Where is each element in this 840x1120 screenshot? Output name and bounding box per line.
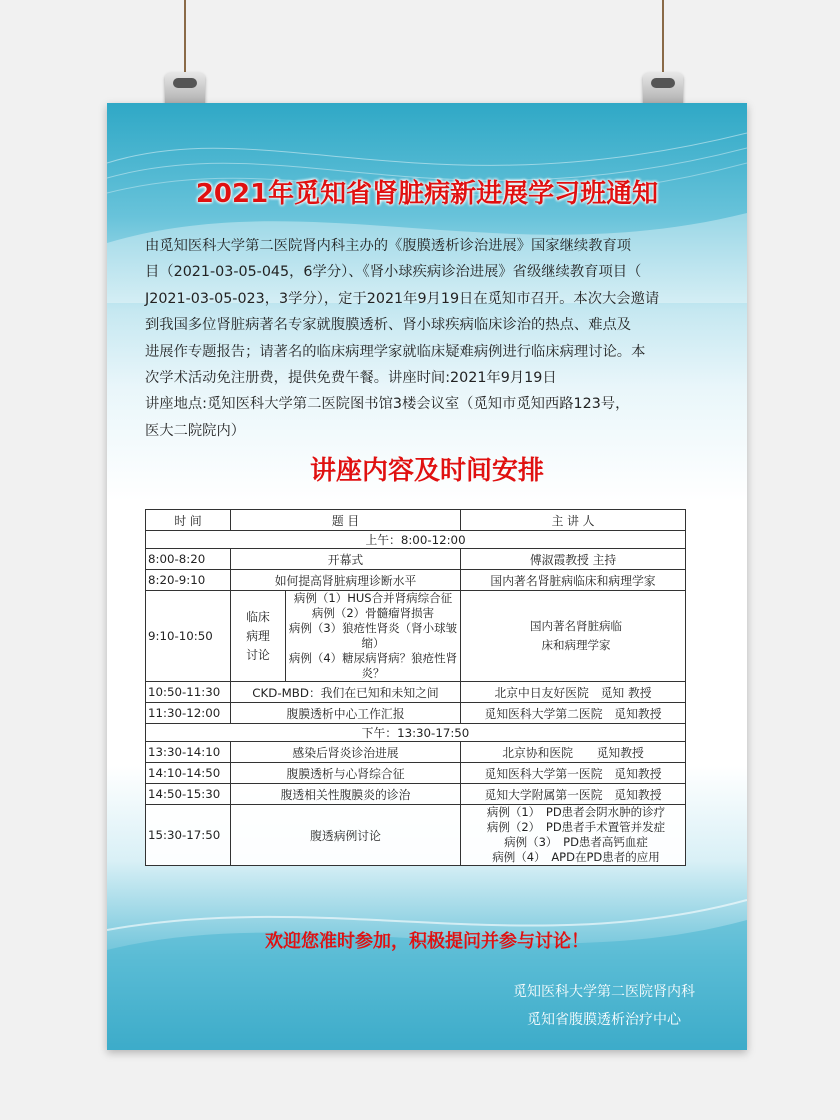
case-item: 病例（4）糖尿病肾病？狼疮性肾炎？ bbox=[288, 651, 458, 680]
row-topic: 腹透相关性腹膜炎的诊治 bbox=[231, 784, 461, 805]
table-header-row bbox=[146, 510, 686, 531]
case-item: 病例（2） PD患者手术置管并发症 bbox=[486, 820, 666, 834]
row-topic: 腹膜透析与心肾综合征 bbox=[231, 763, 461, 784]
organizer-line: 觅知医科大学第二医院肾内科 bbox=[513, 984, 695, 1000]
row-speaker: 北京中日友好医院 觅知 教授 bbox=[461, 682, 686, 703]
intro-paragraph bbox=[145, 233, 717, 444]
header-topic: 题 目 bbox=[231, 510, 461, 531]
row-category bbox=[231, 591, 286, 682]
section-title: 讲座内容及时间安排 bbox=[309, 456, 544, 486]
table-row-case-discussion bbox=[146, 805, 686, 866]
poster-title: 2021年觅知省肾脏病新进展学习班通知 bbox=[195, 179, 659, 209]
intro-line: 次学术活动免注册费，提供免费午餐。讲座时间:2021年9月19日 bbox=[145, 370, 557, 387]
category-line: 讨论 bbox=[246, 647, 270, 662]
intro-line: 到我国多位肾脏病著名专家就腹膜透析、肾小球疾病临床诊治的热点、难点及 bbox=[145, 317, 632, 334]
row-speaker: 北京协和医院 觅知教授 bbox=[461, 742, 686, 763]
row-topic: 腹膜透析中心工作汇报 bbox=[231, 703, 461, 724]
notice-poster bbox=[107, 103, 747, 1050]
row-case-list bbox=[286, 591, 461, 682]
table-row bbox=[146, 682, 686, 703]
row-topic: 开幕式 bbox=[231, 549, 461, 570]
table-row bbox=[146, 742, 686, 763]
row-time: 15:30-17:50 bbox=[146, 805, 231, 866]
row-speaker: 觅知医科大学第一医院 觅知教授 bbox=[461, 763, 686, 784]
case-item: 病例（1） PD患者会阴水肿的诊疗 bbox=[486, 805, 666, 819]
row-speaker: 国内著名肾脏病临床和病理学家 bbox=[461, 570, 686, 591]
table-row bbox=[146, 549, 686, 570]
table-row bbox=[146, 763, 686, 784]
row-time: 11:30-12:00 bbox=[146, 703, 231, 724]
case-item: 病例（4） APD在PD患者的应用 bbox=[492, 850, 660, 864]
schedule-table bbox=[145, 509, 686, 866]
speaker-line: 国内著名肾脏病临 bbox=[530, 619, 623, 633]
row-time: 13:30-14:10 bbox=[146, 742, 231, 763]
intro-line: J2021-03-05-023，3学分），定于2021年9月19日在觅知市召开。本次大会邀请 bbox=[145, 290, 660, 307]
table-row bbox=[146, 703, 686, 724]
row-topic: 感染后肾炎诊治进展 bbox=[231, 742, 461, 763]
case-item: 病例（3）狼疮性肾炎（肾小球皱缩） bbox=[288, 621, 458, 650]
row-topic: 如何提高肾脏病理诊断水平 bbox=[231, 570, 461, 591]
session-row-morning bbox=[146, 531, 686, 549]
intro-line: 讲座地点:觅知医科大学第二医院图书馆3楼会议室（觅知市觅知西路123号， bbox=[145, 396, 630, 413]
row-topic: CKD-MBD：我们在已知和未知之间 bbox=[231, 682, 461, 703]
session-morning: 上午：8:00-12:00 bbox=[146, 531, 686, 549]
intro-line: 进展作专题报告；请著名的临床病理学家就临床疑难病例进行临床病理讨论。本 bbox=[145, 343, 646, 360]
intro-line: 医大二院院内） bbox=[145, 422, 246, 439]
welcome-message: 欢迎您准时参加，积极提问并参与讨论！ bbox=[265, 931, 589, 952]
row-speaker: 傅淑霞教授 主持 bbox=[461, 549, 686, 570]
row-topic: 腹透病例讨论 bbox=[231, 805, 461, 866]
case-item: 病例（1）HUS合并肾病综合征 bbox=[293, 591, 453, 605]
table-row bbox=[146, 570, 686, 591]
category-line: 临床 bbox=[246, 609, 270, 624]
row-speaker: 觅知医科大学第二医院 觅知教授 bbox=[461, 703, 686, 724]
header-speaker: 主 讲 人 bbox=[461, 510, 686, 531]
table-row bbox=[146, 784, 686, 805]
intro-line: 由觅知医科大学第二医院肾内科主办的《腹膜透析诊治进展》国家继续教育项 bbox=[145, 238, 632, 254]
session-afternoon: 下午：13:30-17:50 bbox=[146, 724, 686, 742]
intro-line: 目（2021-03-05-045，6学分）、《肾小球疾病诊治进展》省级继续教育项目（ bbox=[145, 264, 642, 281]
row-time: 14:10-14:50 bbox=[146, 763, 231, 784]
case-item: 病例（2）骨髓瘤肾损害 bbox=[311, 606, 435, 620]
category-line: 病理 bbox=[246, 628, 270, 643]
row-time: 14:50-15:30 bbox=[146, 784, 231, 805]
header-time: 时 间 bbox=[146, 510, 231, 531]
table-row-pathology-discussion bbox=[146, 591, 686, 682]
row-time: 8:20-9:10 bbox=[146, 570, 231, 591]
row-time: 8:00-8:20 bbox=[146, 549, 231, 570]
row-speaker bbox=[461, 805, 686, 866]
case-item: 病例（3） PD患者高钙血症 bbox=[504, 835, 648, 849]
organizer-line: 觅知省腹膜透析治疗中心 bbox=[527, 1012, 681, 1028]
row-time: 9:10-10:50 bbox=[146, 591, 231, 682]
session-row-afternoon bbox=[146, 724, 686, 742]
row-speaker bbox=[461, 591, 686, 682]
row-speaker: 觅知大学附属第一医院 觅知教授 bbox=[461, 784, 686, 805]
row-time: 10:50-11:30 bbox=[146, 682, 231, 703]
organizer-footer bbox=[513, 978, 695, 1034]
speaker-line: 床和病理学家 bbox=[541, 638, 611, 652]
